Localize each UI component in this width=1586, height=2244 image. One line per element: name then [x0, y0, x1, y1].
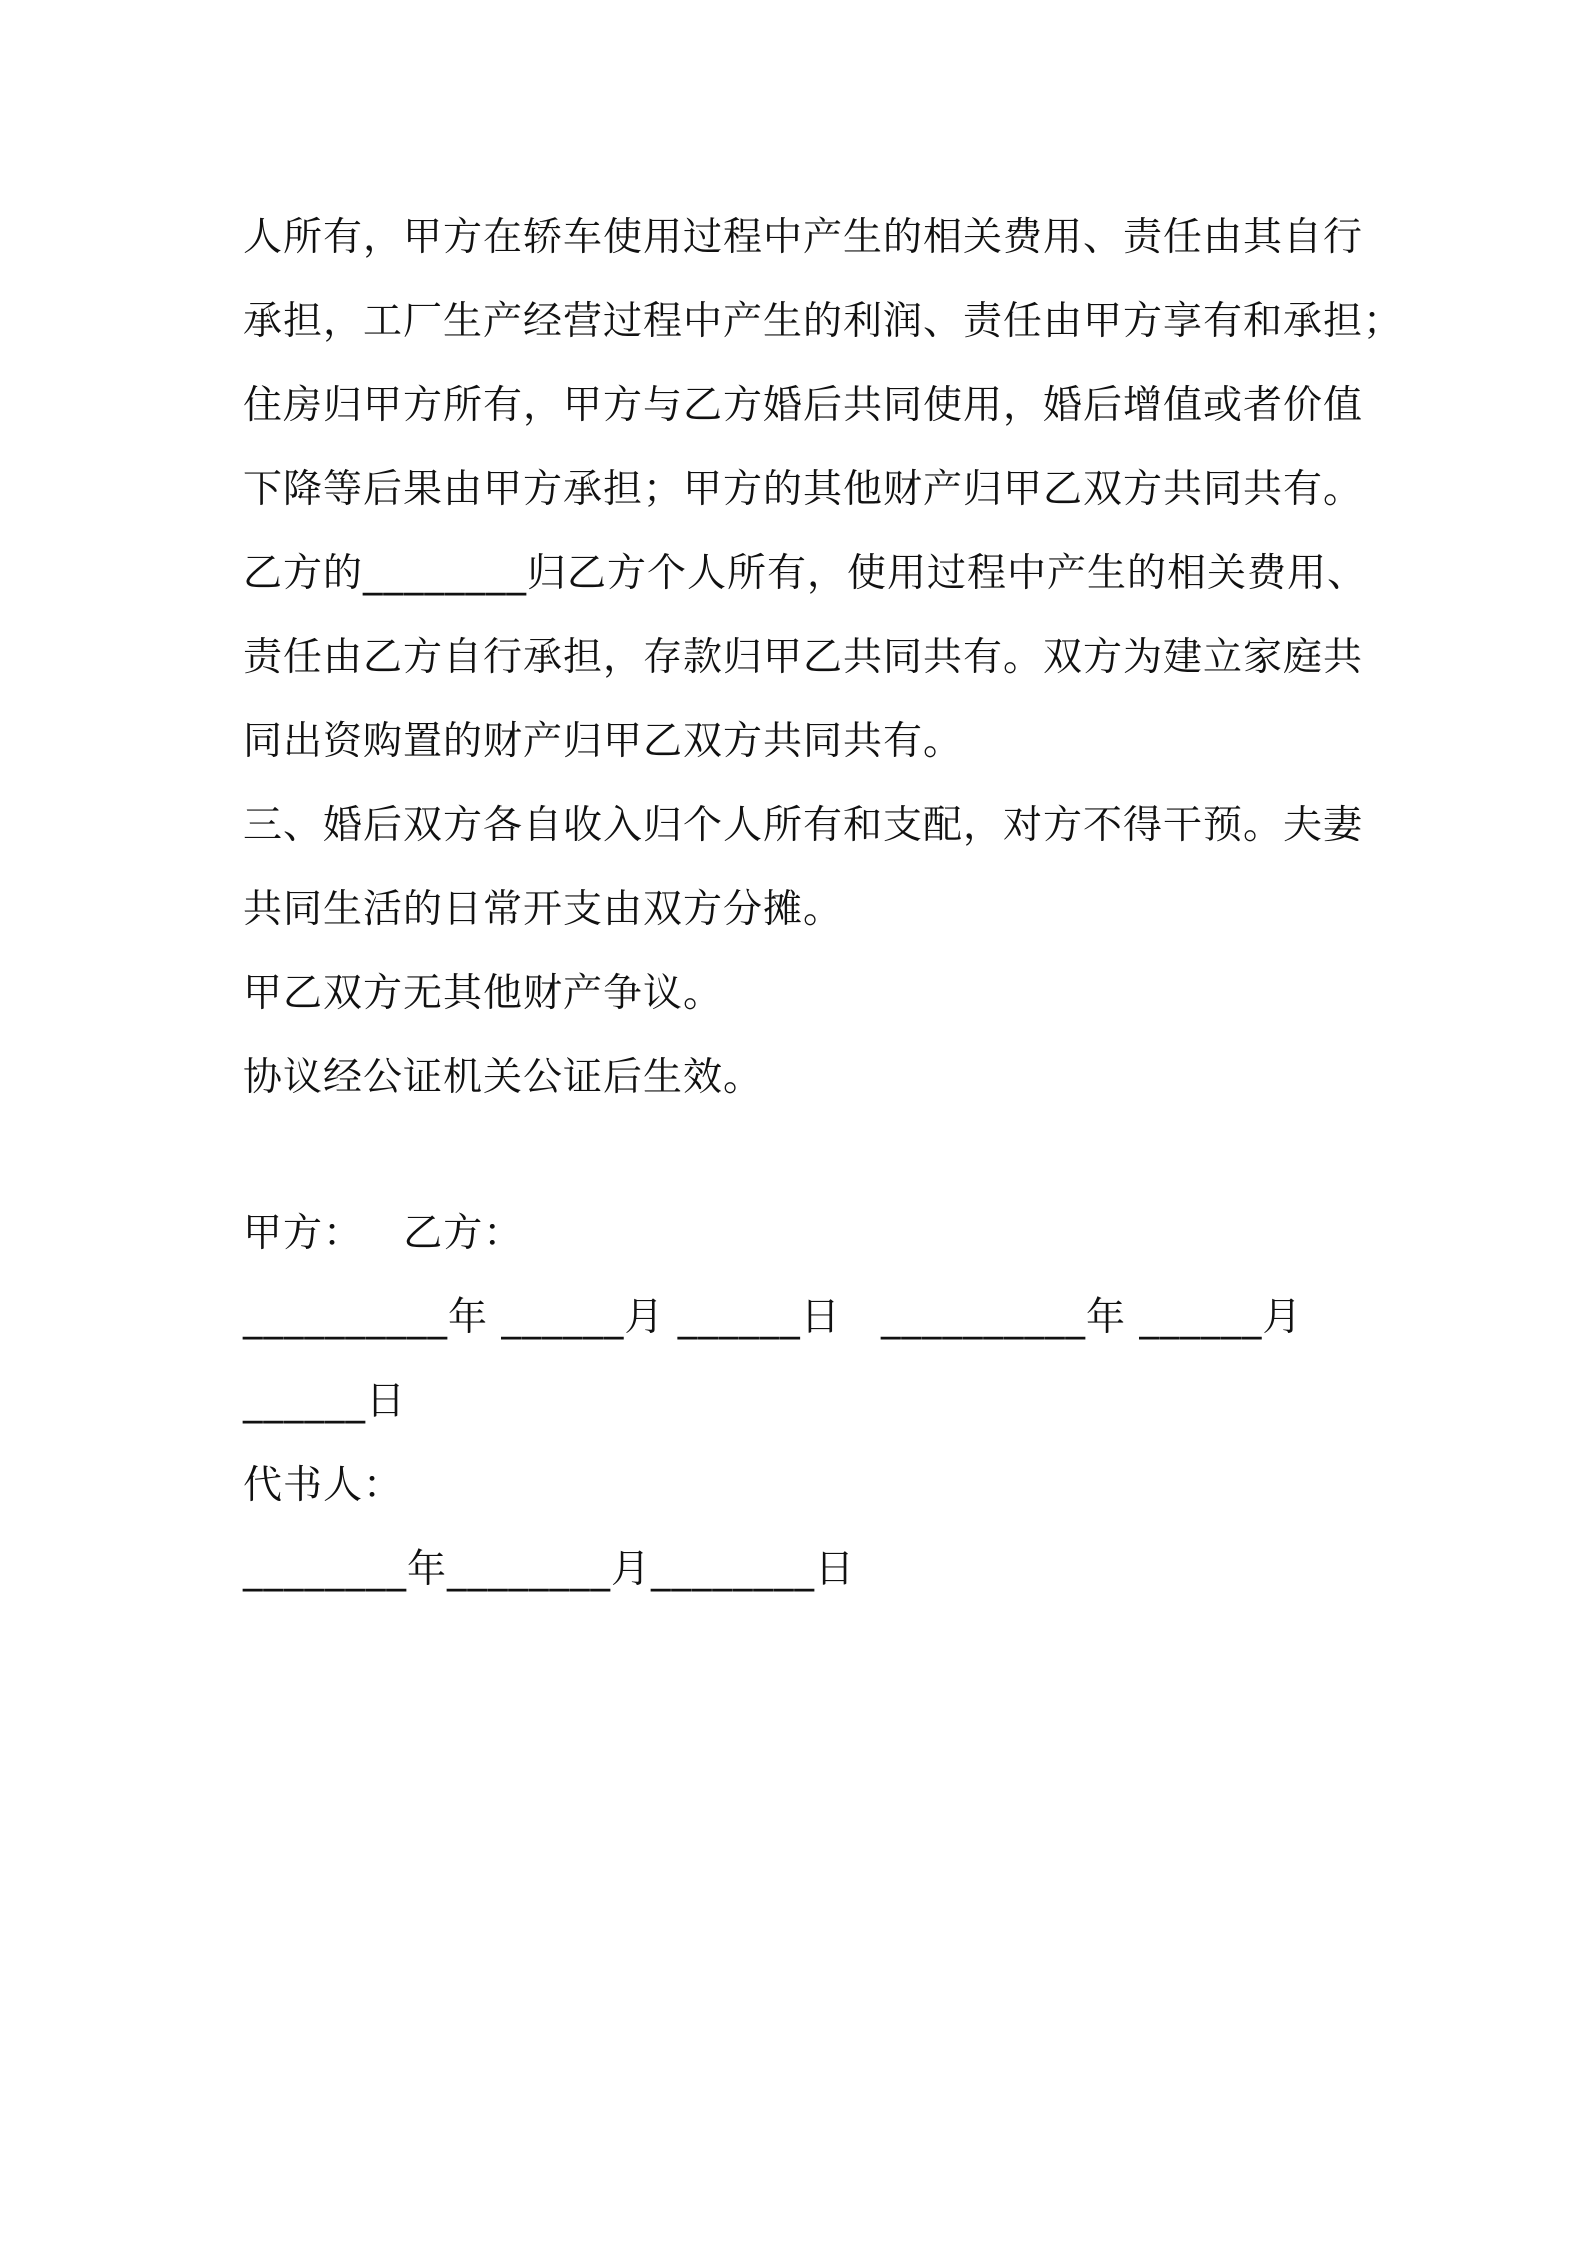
paragraph-line: 甲乙双方无其他财产争议。: [243, 971, 724, 1016]
paragraph-line: 同出资购置的财产归甲乙双方共同共有。: [243, 719, 964, 764]
paragraph-line: 承担，工厂生产经营过程中产生的利润、责任由甲方享有和承担；: [243, 299, 1404, 344]
paragraph-line: 协议经公证机关公证后生效。: [243, 1055, 764, 1100]
party-labels: 甲方： 乙方：: [243, 1211, 524, 1256]
paragraph-line: 乙方的________归乙方个人所有，使用过程中产生的相关费用、: [243, 551, 1368, 596]
party-date-line: __________年 ______月 ______日 __________年 ______月: [243, 1295, 1303, 1340]
paragraph-line: 下降等后果由甲方承担；甲方的其他财产归甲乙双方共同共有。: [243, 467, 1364, 512]
agent-label: 代书人：: [243, 1463, 404, 1508]
paragraph-line: 人所有，甲方在轿车使用过程中产生的相关费用、责任由其自行: [243, 215, 1364, 260]
paragraph-line: 住房归甲方所有，甲方与乙方婚后共同使用，婚后增值或者价值: [243, 383, 1364, 428]
paragraph-line: 三、婚后双方各自收入归个人所有和支配，对方不得干预。夫妻: [243, 803, 1364, 848]
agent-date-line: ________年________月________日: [243, 1547, 856, 1592]
signature-block: [243, 1192, 1373, 1612]
paragraph-line: 共同生活的日常开支由双方分摊。: [243, 887, 844, 932]
paragraph-line: 责任由乙方自行承担，存款归甲乙共同共有。双方为建立家庭共: [243, 635, 1364, 680]
agreement-body: [243, 196, 1404, 1120]
party-date-continuation: ______日: [243, 1379, 407, 1424]
